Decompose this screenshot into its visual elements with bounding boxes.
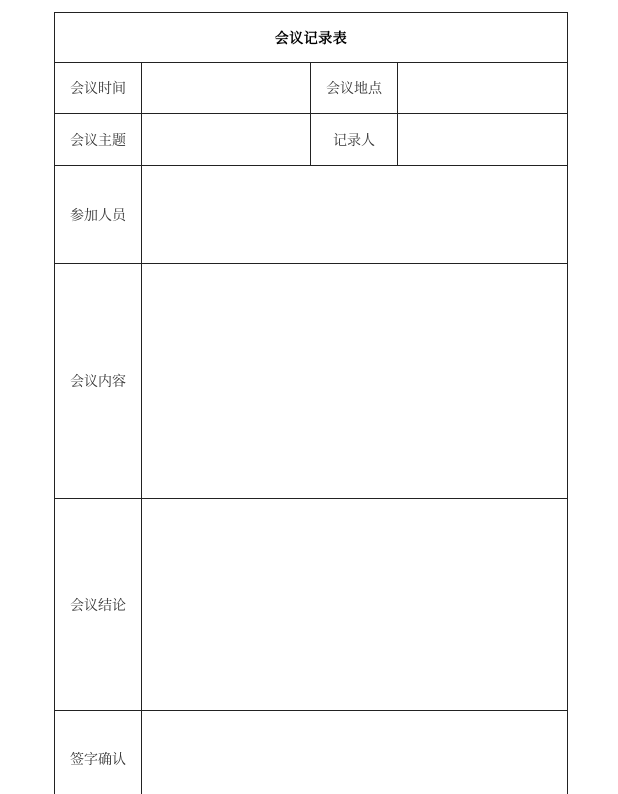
title-row (55, 13, 568, 63)
row-conclusion (55, 499, 568, 711)
form-title: 会议记录表 (55, 13, 568, 63)
meeting-time-label: 会议时间 (55, 63, 142, 114)
signature-confirm-field[interactable] (142, 711, 568, 794)
meeting-conclusion-label: 会议结论 (55, 499, 142, 711)
row-topic-recorder (55, 114, 568, 166)
recorder-label: 记录人 (311, 114, 398, 166)
signature-confirm-label: 签字确认 (55, 711, 142, 794)
meeting-record-sheet (54, 12, 567, 794)
row-content (55, 264, 568, 499)
meeting-conclusion-field[interactable] (142, 499, 568, 711)
row-attendees (55, 166, 568, 264)
meeting-record-table (54, 12, 568, 794)
meeting-place-label: 会议地点 (311, 63, 398, 114)
row-time-place (55, 63, 568, 114)
meeting-content-field[interactable] (142, 264, 568, 499)
meeting-place-field[interactable] (398, 63, 568, 114)
meeting-time-field[interactable] (142, 63, 311, 114)
recorder-field[interactable] (398, 114, 568, 166)
meeting-content-label: 会议内容 (55, 264, 142, 499)
attendees-field[interactable] (142, 166, 568, 264)
row-signature (55, 711, 568, 794)
meeting-topic-field[interactable] (142, 114, 311, 166)
meeting-topic-label: 会议主题 (55, 114, 142, 166)
attendees-label: 参加人员 (55, 166, 142, 264)
